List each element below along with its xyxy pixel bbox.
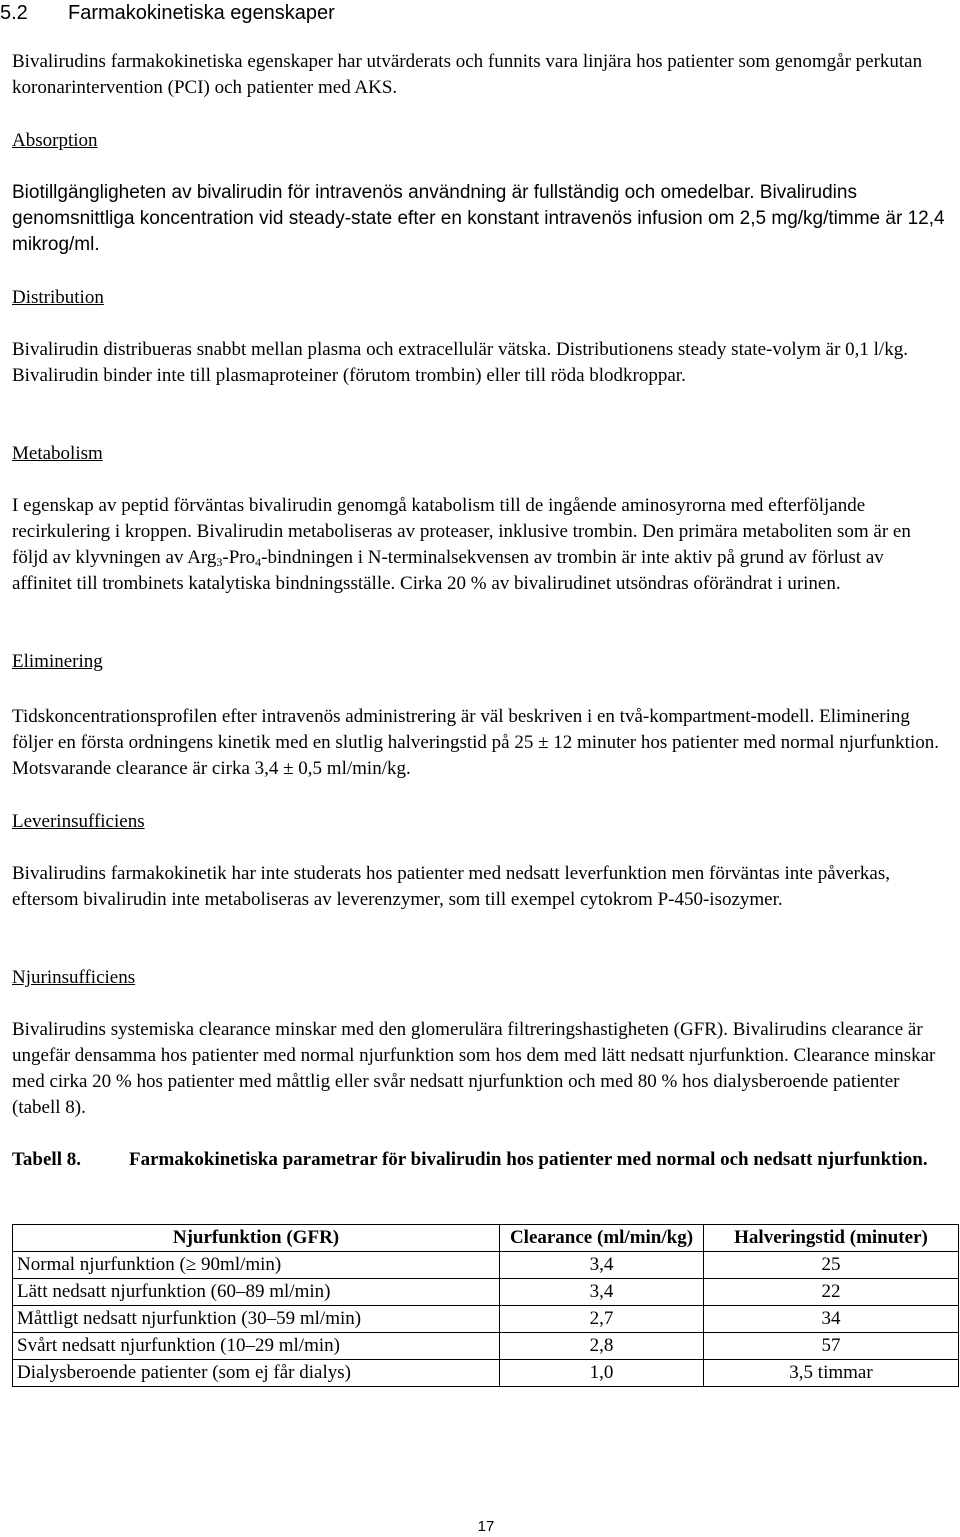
pharmacokinetics-table <box>12 1224 959 1387</box>
absorption-paragraph: Biotillgängligheten av bivalirudin för intravenös användning är fullständig och omedelbar. Bivalirudins genomsnittliga koncentration vid steady-state efter en konstant intravenös infusion om 2,5 mg/kg/timme är 12,4 mikrog/ml. <box>12 182 945 255</box>
cell-half-life: 34 <box>704 1306 959 1333</box>
renal-paragraph: Bivalirudins systemiska clearance minskar med den glomerulära filtreringshastigheten (GFR). Bivalirudins clearance är ungefär densamma hos patienter med normal njurfunktion som hos dem med lätt nedsatt njurfunktion. Clearance minskar med cirka 20 % hos patienter med måttlig eller svår nedsatt njurfunktion och med 80 % hos dialysberoende patienter (tabell 8). <box>12 1019 936 1118</box>
cell-clearance: 2,7 <box>500 1306 704 1333</box>
cell-clearance: 3,4 <box>500 1252 704 1279</box>
hepatic-paragraph: Bivalirudins farmakokinetik har inte studerats hos patienter med nedsatt leverfunktion men förväntas inte påverkas, eftersom bivalirudin inte metaboliseras av leverenzymer, som till exempel cytokrom P-450-isozymer. <box>12 863 890 910</box>
header-clearance: Clearance (ml/min/kg) <box>500 1225 704 1252</box>
table-row <box>13 1333 959 1360</box>
metabolism-text-a: I egenskap av peptid förväntas bivalirudin genomgå katabolism till de ingående aminosyrorna med efterföljande recirkulering i kroppen. Bivalirudin metaboliseras av proteaser, inklusive trombin. Den primära metaboliten som är en följd av klyvningen av Arg <box>12 495 911 568</box>
table-row <box>13 1252 959 1279</box>
distribution-paragraph: Bivalirudin distribueras snabbt mellan plasma och extracellulär vätska. Distributionens steady state-volym är 0,1 l/kg. Bivalirudin binder inte till plasmaproteiner (förutom trombin) eller till röda blodkroppar. <box>12 339 908 386</box>
cell-renal-function: Svårt nedsatt njurfunktion (10–29 ml/min) <box>13 1333 500 1360</box>
page-number: 17 <box>477 1518 495 1535</box>
metabolism-paragraph <box>12 493 948 597</box>
section-heading <box>0 0 948 26</box>
intro-paragraph: Bivalirudins farmakokinetiska egenskaper har utvärderats och funnits vara linjära hos patienter som genomgår perkutan koronarintervention (PCI) och patienter med AKS. <box>12 51 923 98</box>
cell-renal-function: Dialysberoende patienter (som ej får dialys) <box>13 1360 500 1387</box>
table-header-row <box>13 1225 959 1252</box>
absorption-heading: Absorption <box>12 130 98 151</box>
cell-half-life: 25 <box>704 1252 959 1279</box>
cell-clearance: 2,8 <box>500 1333 704 1360</box>
metabolism-text-b: -Pro <box>222 547 256 568</box>
table-row <box>13 1360 959 1387</box>
metabolism-heading: Metabolism <box>12 443 103 464</box>
cell-half-life: 22 <box>704 1279 959 1306</box>
cell-renal-function: Normal njurfunktion (≥ 90ml/min) <box>13 1252 500 1279</box>
table-row <box>13 1279 959 1306</box>
metabolism-text-c: -bindningen i N-terminalsekvensen av trombin är inte aktiv på grund av förlust av affinitet till trombinets katalytiska bindningsställe. Cirka 20 % av bivalirudinet utsöndras oförändrat i urinen. <box>12 547 884 594</box>
metabolism-sub-a: 3 <box>216 555 223 569</box>
distribution-heading: Distribution <box>12 287 104 308</box>
elimination-heading: Eliminering <box>12 651 103 672</box>
renal-heading: Njurinsufficiens <box>12 967 136 988</box>
header-renal-function: Njurfunktion (GFR) <box>13 1225 500 1252</box>
cell-clearance: 3,4 <box>500 1279 704 1306</box>
cell-renal-function: Lätt nedsatt njurfunktion (60–89 ml/min) <box>13 1279 500 1306</box>
table-row <box>13 1306 959 1333</box>
cell-clearance: 1,0 <box>500 1360 704 1387</box>
cell-half-life: 57 <box>704 1333 959 1360</box>
elimination-paragraph: Tidskoncentrationsprofilen efter intravenös administrering är väl beskriven i en två-kompartment-modell. Eliminering följer en första ordningens kinetik med en slutlig halveringstid på 25 ± 12 minuter hos patienter med normal njurfunktion. Motsvarande clearance är cirka 3,4 ± 0,5 ml/min/kg. <box>12 706 939 779</box>
section-title: Farmakokinetiska egenskaper <box>68 2 335 24</box>
table-label: Tabell 8. <box>12 1149 81 1170</box>
header-half-life: Halveringstid (minuter) <box>704 1225 959 1252</box>
cell-half-life: 3,5 timmar <box>704 1360 959 1387</box>
metabolism-sub-b: 4 <box>255 555 262 569</box>
section-number: 5.2 <box>0 2 28 24</box>
table-caption <box>12 1147 948 1173</box>
cell-renal-function: Måttligt nedsatt njurfunktion (30–59 ml/min) <box>13 1306 500 1333</box>
hepatic-heading: Leverinsufficiens <box>12 811 145 832</box>
table-caption-text: Farmakokinetiska parametrar för bivalirudin hos patienter med normal och nedsatt njurfunktion. <box>129 1149 928 1170</box>
